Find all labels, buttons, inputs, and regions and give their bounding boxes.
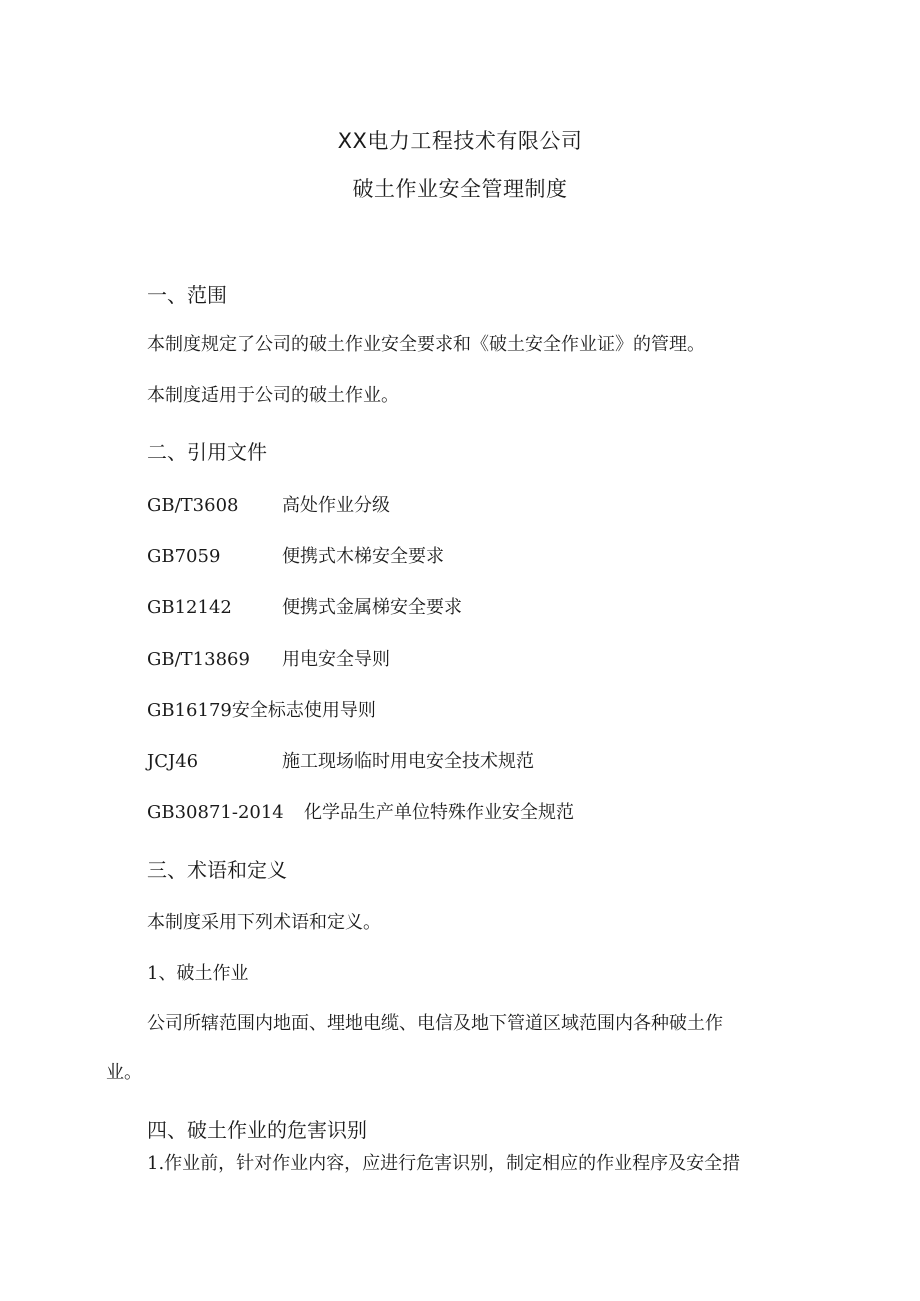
company-name: XX电力工程技术有限公司 (337, 129, 583, 153)
reference-item (147, 544, 444, 570)
reference-item (147, 493, 390, 519)
reference-item (147, 698, 376, 724)
scope-paragraph-1: 本制度规定了公司的破土作业安全要求和《破土安全作业证》的管理。 (147, 334, 705, 355)
section-heading-terms: 三、术语和定义 (147, 858, 287, 882)
section-heading-scope: 一、范围 (147, 283, 227, 307)
reference-item (147, 800, 574, 826)
reference-code: GB/T13869 (147, 649, 250, 670)
reference-item (147, 647, 390, 673)
reference-code: GB/T3608 (147, 495, 239, 516)
reference-name: 化学品生产单位特殊作业安全规范 (304, 802, 574, 823)
reference-item (147, 595, 462, 621)
reference-name: 便携式金属梯安全要求 (282, 597, 462, 618)
hazard-item-1: 1.作业前，针对作业内容，应进行危害识别，制定相应的作业程序及安全措 (147, 1153, 741, 1174)
reference-name: 便携式木梯安全要求 (282, 546, 444, 567)
section-heading-references: 二、引用文件 (147, 440, 267, 464)
reference-code: GB30871-2014 (147, 802, 284, 823)
reference-code: GB7059 (147, 546, 221, 567)
reference-code: GB12142 (147, 597, 232, 618)
term-definition-line2: 业。 (106, 1062, 142, 1083)
terms-intro: 本制度采用下列术语和定义。 (147, 912, 381, 933)
reference-name: 用电安全导则 (282, 649, 390, 670)
term-title: 1、破土作业 (147, 963, 249, 984)
reference-item (147, 749, 534, 775)
term-definition-line1: 公司所辖范围内地面、埋地电缆、电信及地下管道区域范围内各种破土作 (147, 1013, 723, 1034)
scope-paragraph-2: 本制度适用于公司的破土作业。 (147, 385, 399, 406)
reference-name: 高处作业分级 (282, 495, 390, 516)
reference-code: JCJ46 (147, 751, 199, 772)
reference-name: 施工现场临时用电安全技术规范 (282, 751, 534, 772)
document-title: 破土作业安全管理制度 (352, 177, 568, 201)
reference-code: GB16179安全标志使用导则 (147, 700, 376, 721)
section-heading-hazards: 四、破土作业的危害识别 (147, 1118, 367, 1142)
